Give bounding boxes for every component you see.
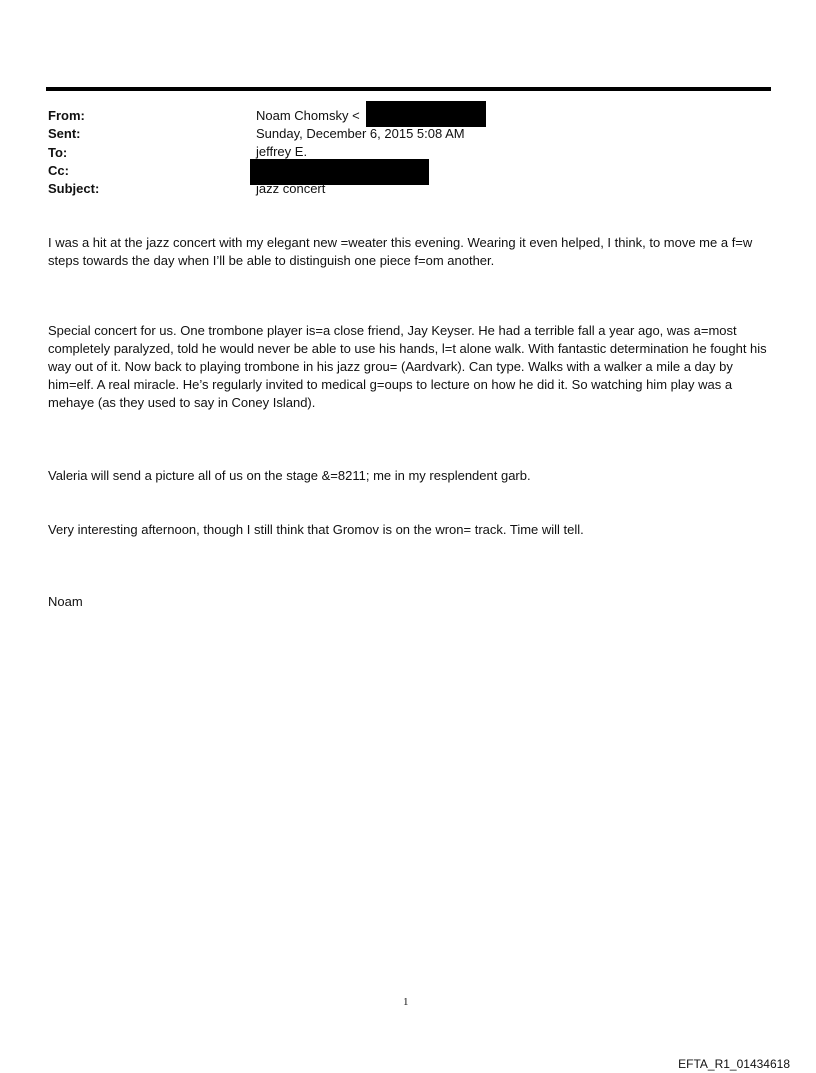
body-paragraph-4-text: Very interesting afternoon, though I still think that Gromov is on the wron= track. Time will tell.: [48, 522, 584, 537]
document-id: EFTA_R1_01434618: [678, 1057, 790, 1071]
body-paragraph-2-text: Special concert for us. One trombone player is=a close friend, Jay Keyser. He had a terrible fall a year ago, was a=most completely paralyzed, told he would never be able to use his hands, l=t alone walk. With fantastic determination he fought his way out of it. Now back to playing trombone in his jazz grou= (Aardvark). Can type. Walks with a walker a mile a day by him=elf. A real miracle. He’s regularly invited to medical g=oups to lecture on how he did it. So watching him play was a mehaye (as they used to say in Coney Island).: [48, 323, 767, 410]
subject-label: Subject:: [48, 181, 100, 196]
to-value: jeffrey E.: [256, 144, 308, 159]
body-paragraph-3: [48, 467, 768, 485]
body-paragraph-4: [48, 521, 768, 539]
from-value: Noam Chomsky <: [256, 108, 360, 123]
sent-label: Sent:: [48, 126, 81, 141]
cc-label: Cc:: [48, 163, 69, 178]
sent-value: Sunday, December 6, 2015 5:08 AM: [256, 126, 465, 141]
body-paragraph-1-text: I was a hit at the jazz concert with my elegant new =weater this evening. Wearing it even helped, I think, to move me a f=w steps towards the day when I’ll be able to distinguish one piece f=om another.: [48, 235, 753, 268]
page-number: 1: [403, 996, 409, 1008]
redaction-from-email: [366, 101, 486, 127]
signature-text: Noam: [48, 594, 83, 609]
from-label: From:: [48, 108, 85, 123]
to-label: To:: [48, 145, 68, 160]
body-paragraph-1: [48, 234, 768, 270]
body-paragraph-2: [48, 322, 768, 412]
body-paragraph-3-text: Valeria will send a picture all of us on the stage &=8211; me in my resplendent garb.: [48, 468, 531, 483]
subject-value: jazz concert: [256, 181, 326, 196]
header-rule: [46, 87, 771, 91]
signature: [48, 593, 768, 611]
